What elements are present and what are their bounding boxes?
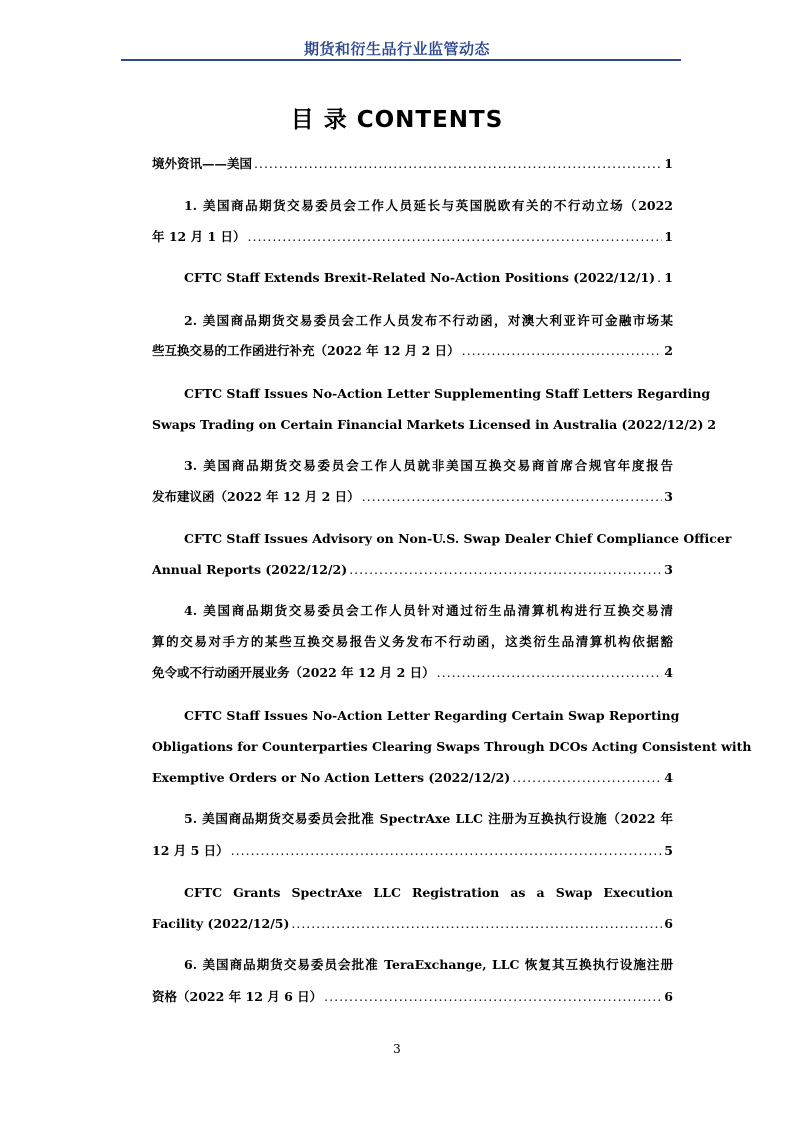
toc-page-number: 1: [664, 270, 673, 285]
toc-entry-3-en[interactable]: [184, 530, 732, 548]
toc-entry-text: Facility (2022/12/5): [152, 916, 290, 931]
toc-entry-text: CFTC Staff Issues No-Action Letter Regarding Certain Swap Reporting: [184, 708, 680, 723]
toc-entry-text: Annual Reports (2022/12/2): [152, 562, 348, 577]
toc-entry-text: 12 月 5 日）: [152, 843, 229, 858]
toc-entry-2-cn-cont[interactable]: [152, 342, 673, 360]
toc-entry-text: CFTC Staff Extends Brexit-Related No-Action Positions (2022/12/1): [184, 270, 656, 285]
toc-entry-text: 发布建议函（2022 年 12 月 2 日）: [152, 489, 360, 504]
toc-entry-text: 2. 美国商品期货交易委员会工作人员发布不行动函，对澳大利亚许可金融市场某: [184, 313, 673, 328]
toc-entry-2-en[interactable]: [184, 385, 711, 403]
toc-entry-text: Obligations for Counterparties Clearing Swaps Through DCOs Acting Consistent with: [152, 739, 752, 754]
toc-entry-1-en[interactable]: [184, 269, 673, 287]
toc-entry-text: CFTC Staff Issues Advisory on Non-U.S. Swap Dealer Chief Compliance Officer: [184, 531, 732, 546]
toc-entry-3-en-cont[interactable]: [152, 561, 673, 579]
toc-entry-2-cn[interactable]: [184, 312, 673, 330]
dot-leader: [462, 342, 663, 360]
toc-page-number: 2: [707, 417, 717, 432]
page-header: [0, 0, 794, 62]
dot-leader: [248, 228, 663, 246]
header-title: 期货和衍生品行业监管动态: [303, 40, 490, 58]
toc-entry-text: 算的交易对手方的某些互换交易报告义务发布不行动函，这类衍生品清算机构依据豁: [152, 634, 673, 649]
toc-entry-text: 1. 美国商品期货交易委员会工作人员延长与英国脱欧有关的不行动立场（2022: [184, 198, 673, 213]
toc-entry-text: 些互换交易的工作函进行补充（2022 年 12 月 2 日）: [152, 343, 460, 358]
toc-entry-6-cn-cont[interactable]: [152, 988, 673, 1006]
toc-entry-text: 5. 美国商品期货交易委员会批准 SpectrAxe LLC 注册为互换执行设施（2022 年: [184, 811, 673, 826]
page-number: 3: [393, 1042, 401, 1056]
toc-page-number: 1: [664, 156, 673, 171]
dot-leader: [349, 561, 662, 579]
toc-entry-4-cn-cont[interactable]: [152, 633, 673, 651]
toc-entry-2-en-cont[interactable]: [152, 416, 717, 434]
dot-leader: [254, 155, 662, 173]
toc-entry-text: 年 12 月 1 日）: [152, 229, 246, 244]
toc-entry-text: 免令或不行动函开展业务（2022 年 12 月 2 日）: [152, 665, 435, 680]
dot-leader: [657, 269, 662, 287]
toc-section-title: 境外资讯——美国: [152, 156, 253, 171]
toc-entry-5-en[interactable]: [184, 884, 673, 902]
toc-entry-4-en-cont[interactable]: [152, 738, 752, 756]
dot-leader: [512, 769, 662, 787]
toc-entry-6-cn[interactable]: [184, 956, 673, 974]
toc-section-line[interactable]: [152, 155, 673, 173]
toc-entry-3-cn[interactable]: [184, 457, 673, 475]
toc-entry-text: 3. 美国商品期货交易委员会工作人员就非美国互换交易商首席合规官年度报告: [184, 458, 673, 473]
toc-entry-text: 4. 美国商品期货交易委员会工作人员针对通过衍生品清算机构进行互换交易清: [184, 603, 673, 618]
toc-page-number: 4: [664, 665, 673, 680]
dot-leader: [437, 664, 663, 682]
toc-entry-4-en-cont2[interactable]: [152, 769, 673, 787]
toc-page-number: 5: [664, 843, 673, 858]
toc-entry-1-cn[interactable]: [184, 197, 673, 215]
toc-entry-text: 6. 美国商品期货交易委员会批准 TeraExchange, LLC 恢复其互换执行设施注册: [184, 957, 673, 972]
dot-leader: [291, 915, 662, 933]
toc-page-number: 3: [664, 562, 673, 577]
toc-heading: 目 录 CONTENTS: [290, 107, 504, 133]
toc-entry-text: 资格（2022 年 12 月 6 日）: [152, 989, 323, 1004]
toc-page-number: 2: [664, 343, 673, 358]
toc-entry-4-cn[interactable]: [184, 602, 673, 620]
toc-page-number: 6: [664, 916, 673, 931]
toc-entry-1-cn-cont[interactable]: [152, 228, 673, 246]
toc-entry-text: Exemptive Orders or No Action Letters (2022/12/2): [152, 770, 511, 785]
toc-entry-4-en[interactable]: [184, 707, 680, 725]
toc-page-number: 1: [664, 229, 673, 244]
toc-entry-text: CFTC Grants SpectrAxe LLC Registration as a Swap Execution: [184, 885, 673, 900]
toc-page-number: 3: [664, 489, 673, 504]
toc-page-number: 6: [664, 989, 673, 1004]
toc-entry-text: CFTC Staff Issues No-Action Letter Supplementing Staff Letters Regarding: [184, 386, 711, 401]
dot-leader: [231, 842, 663, 860]
toc-entry-3-cn-cont[interactable]: [152, 488, 673, 506]
toc-entry-5-cn[interactable]: [184, 810, 673, 828]
toc-entry-text: Swaps Trading on Certain Financial Markets Licensed in Australia (2022/12/2): [152, 417, 704, 432]
header-rule: [121, 59, 681, 61]
toc-entry-5-cn-cont[interactable]: [152, 842, 673, 860]
toc-entry-5-en-cont[interactable]: [152, 915, 673, 933]
toc-page-number: 4: [664, 770, 673, 785]
toc-entry-4-cn-cont2[interactable]: [152, 664, 673, 682]
dot-leader: [324, 988, 662, 1006]
dot-leader: [362, 488, 663, 506]
